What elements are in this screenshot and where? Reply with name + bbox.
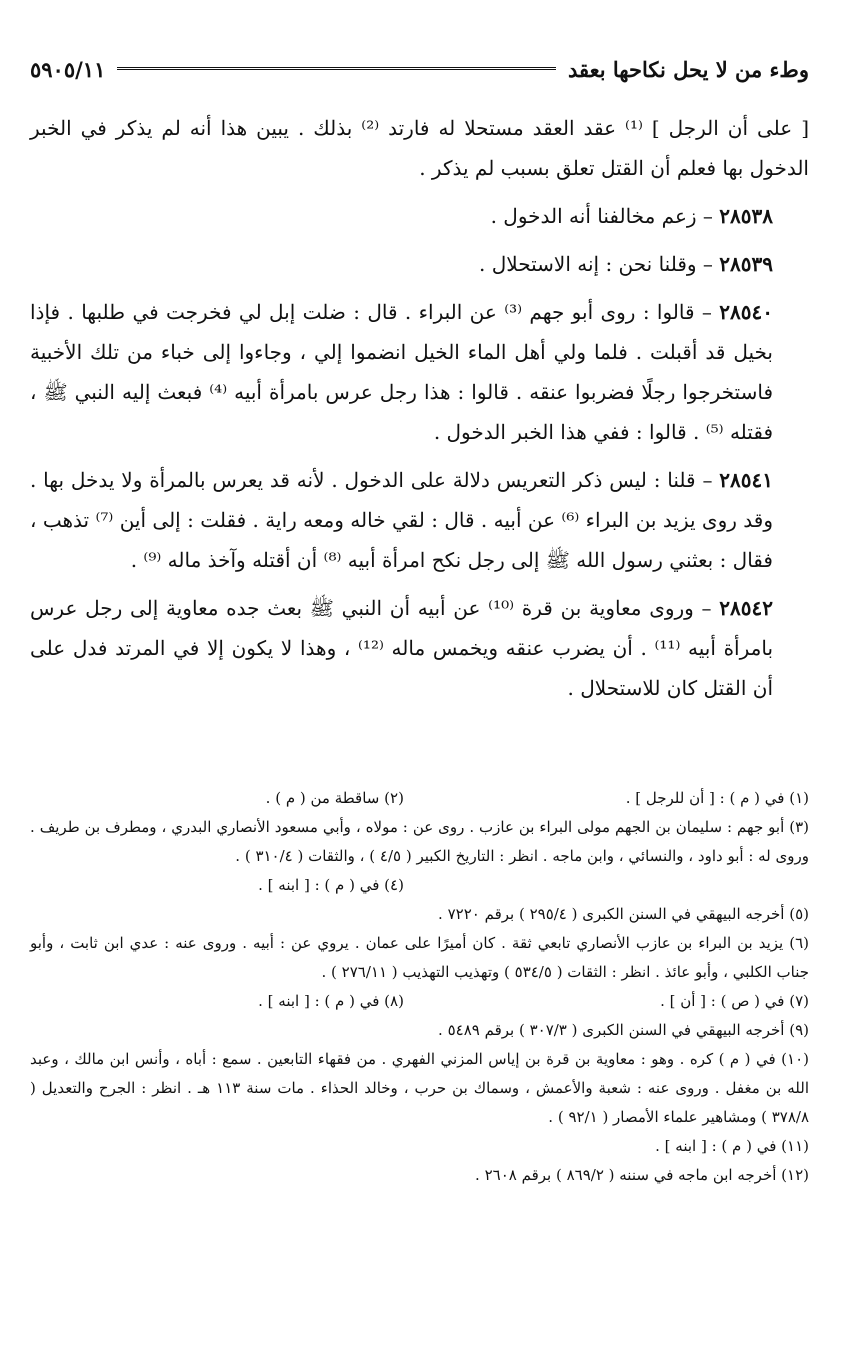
paragraph-number: ٢٨٥٤٢ <box>719 596 773 620</box>
footnote-3: (٣) أبو جهم : سليمان بن الجهم مولى البراء بن عازب . روى عن : مولاه ، وأبي مسعود الأنصاري البدري ، ومطرف بن طريف . وروى له : أبو داود ، والنسائي ، وابن ماجه . انظر : التاريخ الكبير ( ٤/٥ ) ، والثقات ( ٣١٠/٤ ) . <box>30 818 809 865</box>
paragraph-28538 <box>30 196 809 236</box>
footnote-6: (٦) يزيد بن البراء بن عازب الأنصاري تابعي ثقة . كان أميرًا على عمان . يروي عن : أبيه . وروى عنه : عدي ابن ثابت ، وأبو جناب الكلبي ، وأبو عائذ . انظر : الثقات ( ٥٣٤/٥ ) وتهذيب التهذيب ( ٢٧٦/١١ ) . <box>30 934 809 981</box>
paragraph-number: ٢٨٥٣٨ <box>719 204 773 228</box>
paragraph-text: – وروى معاوية بن قرة ⁽¹⁰⁾ عن أبيه أن النبي ﷺ بعث جده معاوية إلى رجل عرس بامرأة أبيه ⁽¹¹⁾ . أن يضرب عنقه ويخمس ماله ⁽¹²⁾ ، وهذا لا يكون إلا في المرتد فدل على أن القتل كان للاستحلال . <box>30 596 774 700</box>
paragraph-28541 <box>30 460 809 580</box>
footnote-11: (١١) في ( م ) : [ ابنه ] . <box>655 1137 809 1155</box>
footnote-12: (١٢) أخرجه ابن ماجه في سننه ( ٨٦٩/٢ ) برقم ٢٦٠٨ . <box>475 1166 809 1184</box>
footnote-10: (١٠) في ( م ) كره . وهو : معاوية بن قرة بن إياس المزني الفهري . من فقهاء التابعين . سمع : أباه ، وأنس ابن مالك ، وعبد الله بن مغفل . وروى عنه : شعبة والأعمش ، وسماك بن حرب ، وخالد الحذاء . مات سنة ١١٣ هـ . انظر : الجرح والتعديل ( ٣٧٨/٨ ) ومشاهير علماء الأمصار ( ٩٢/١ ) . <box>30 1050 809 1126</box>
footnote-7: (٧) في ( ص ) : [ أن ] . <box>660 992 809 1010</box>
paragraph-text: – وقلنا نحن : إنه الاستحلال . <box>479 252 713 276</box>
footnote-5: (٥) أخرجه البيهقي في السنن الكبرى ( ٢٩٥/٤ ) برقم ٧٢٢٠ . <box>438 905 809 923</box>
paragraph-28540 <box>30 292 809 452</box>
footnote-row <box>30 784 809 813</box>
paragraph-intro <box>30 108 809 188</box>
footnote-row <box>30 987 809 1016</box>
footnote-8: (٨) في ( م ) : [ ابنه ] . <box>258 992 404 1010</box>
paragraph-text: – قلنا : ليس ذكر التعريس دلالة على الدخول . لأنه قد يعرس بالمرأة ولا يدخل بها . وقد روى يزيد بن البراء ⁽⁶⁾ عن أبيه . قال : لقي خاله ومعه راية . فقلت : إلى أين ⁽⁷⁾ تذهب ، فقال : بعثني رسول الله ﷺ إلى رجل نكح امرأة أبيه ⁽⁸⁾ أن أقتله وآخذ ماله ⁽⁹⁾ . <box>30 468 773 572</box>
footnote-row <box>30 871 809 900</box>
paragraph-text: [ على أن الرجل ] ⁽¹⁾ عقد العقد مستحلا له فارتد ⁽²⁾ بذلك . يبين هذا أنه لم يذكر في الخبر الدخول بها فعلم أن القتل تعلق بسبب لم يذكر . <box>30 116 810 180</box>
footnote-1: (١) في ( م ) : [ أن للرجل ] . <box>625 789 809 807</box>
header-rule <box>117 67 556 72</box>
paragraph-number: ٢٨٥٤٠ <box>719 300 774 324</box>
paragraph-text: – قالوا : روى أبو جهم ⁽³⁾ عن البراء . قال : ضلت إبل لي فخرجت في طلبها . فإذا بخيل قد أقبلت . فلما ولي أهل الماء الخيل انضموا إلي ، وجاءوا إلى خباء من تلك الأخبية فاستخرجوا رجلًا فضربوا عنقه . قالوا : هذا رجل عرس بامرأة أبيه ⁽⁴⁾ فبعث إليه النبي ﷺ ، فقتله ⁽⁵⁾ . قالوا : ففي هذا الخبر الدخول . <box>30 300 774 444</box>
main-text <box>30 108 809 716</box>
footnote-2: (٢) ساقطة من ( م ) . <box>265 789 404 807</box>
paragraph-text: – زعم مخالفنا أنه الدخول . <box>490 204 713 228</box>
running-title: وطء من لا يحل نكاحها بعقد <box>567 56 809 82</box>
page-header <box>30 52 809 86</box>
paragraph-28542 <box>30 588 809 708</box>
paragraph-28539 <box>30 244 809 284</box>
page-number: ٥٩٠٥/١١ <box>30 56 106 82</box>
footnote-9: (٩) أخرجه البيهقي في السنن الكبرى ( ٣٠٧/٣ ) برقم ٥٤٨٩ . <box>438 1021 809 1039</box>
paragraph-number: ٢٨٥٣٩ <box>719 252 773 276</box>
footnote-4: (٤) في ( م ) : [ ابنه ] . <box>258 876 404 894</box>
paragraph-number: ٢٨٥٤١ <box>719 468 774 492</box>
footnotes <box>30 784 809 1190</box>
